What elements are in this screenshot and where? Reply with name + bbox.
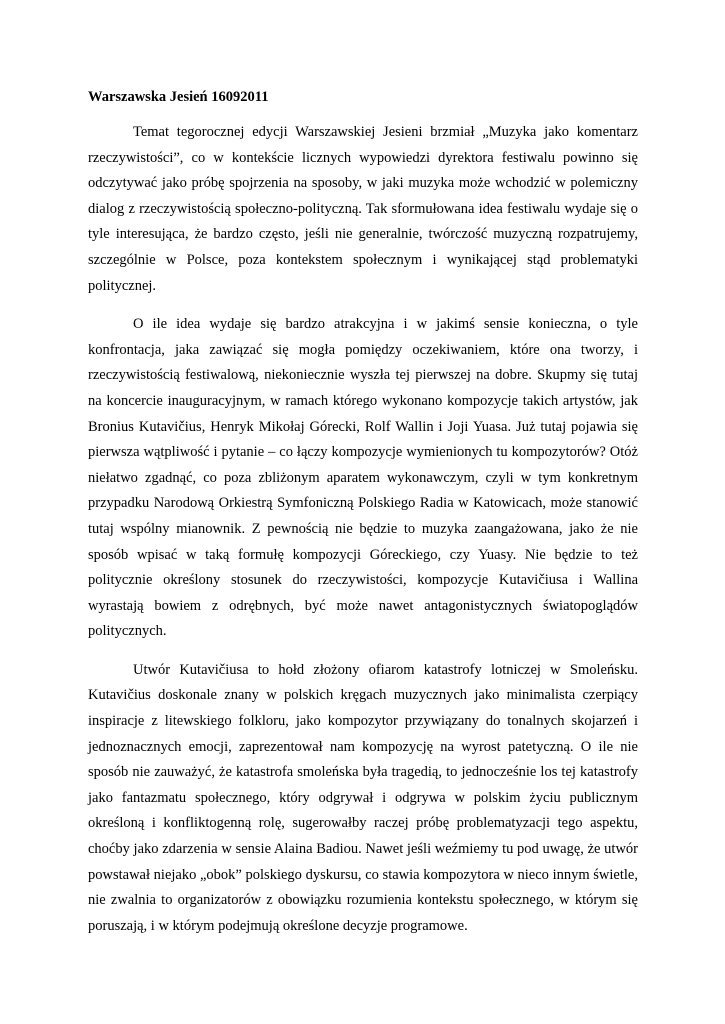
paragraph-1: Temat tegorocznej edycji Warszawskiej Jesieni brzmiał „Muzyka jako komentarz rzeczywistości”, co w kontekście licznych wypowiedzi dyrektora festiwalu powinno się odczytywać jako próbę spojrzenia na sposoby, w jaki muzyka może wchodzić w polemiczny dialog z rzeczywistością społeczno-polityczną. Tak sformułowana idea festiwalu wydaje się o tyle interesująca, że bardzo często, jeśli nie generalnie, twórczość muzyczną rozpatrujemy, szczególnie w Polsce, poza kontekstem społecznym i wynikającej stąd problematyki politycznej. xyxy=(88,124,638,294)
document-title: Warszawska Jesień 16092011 xyxy=(88,89,269,105)
paragraph-2: O ile idea wydaje się bardzo atrakcyjna i w jakimś sensie konieczna, o tyle konfrontacja, jaka zawiązać się mogła pomiędzy oczekiwaniem, które ona tworzy, i rzeczywistością festiwalową, niekoniecznie wyszła tej pierwszej na dobre. Skupmy się tutaj na koncercie inauguracyjnym, w ramach którego wykonano kompozycje takich artystów, jak Bronius Kutavičius, Henryk Mikołaj Górecki, Rolf Wallin i Joji Yuasa. Już tutaj pojawia się pierwsza wątpliwość i pytanie – co łączy kompozycje wymienionych tu kompozytorów? Otóż niełatwo zgadnąć, co poza zbliżonym aparatem wykonawczym, czyli w tym konkretnym przypadku Narodową Orkiestrą Symfoniczną Polskiego Radia w Katowicach, może stanowić tutaj wspólny mianownik. Z pewnością nie będzie to muzyka zaangażowana, jako że nie sposób wpisać w taką formułę kompozycji Góreckiego, czy Yuasy. Nie będzie to też politycznie określony stosunek do rzeczywistości, kompozycje Kutavičiusa i Wallina wyrastają bowiem z odrębnych, być może nawet antagonistycznych światopoglądów politycznych. xyxy=(88,316,638,640)
paragraph-3: Utwór Kutavičiusa to hołd złożony ofiarom katastrofy lotniczej w Smoleńsku. Kutavičius doskonale znany w polskich kręgach muzycznych jako minimalista czerpiący inspiracje z litewskiego folkloru, jako kompozytor przywiązany do tonalnych skojarzeń i jednoznacznych emocji, zaprezentował nam kompozycję na wyrost patetyczną. O ile nie sposób nie zauważyć, że katastrofa smoleńska była tragedią, to jednocześnie los tej katastrofy jako fantazmatu społecznego, który odgrywał i odgrywa w polskim życiu publicznym określoną i konfliktogenną rolę, sugerowałby raczej próbę problematyzacji tego aspektu, choćby jako zdarzenia w sensie Alaina Badiou. Nawet jeśli weźmiemy tu pod uwagę, że utwór powstawał niejako „obok” polskiego dyskursu, co stawia kompozytora w nieco innym świetle, nie zwalnia to organizatorów z obowiązku rozumienia kontekstu społecznego, w którym się poruszają, i w którym podejmują określone decyzje programowe. xyxy=(88,661,638,934)
document-body xyxy=(88,84,638,952)
